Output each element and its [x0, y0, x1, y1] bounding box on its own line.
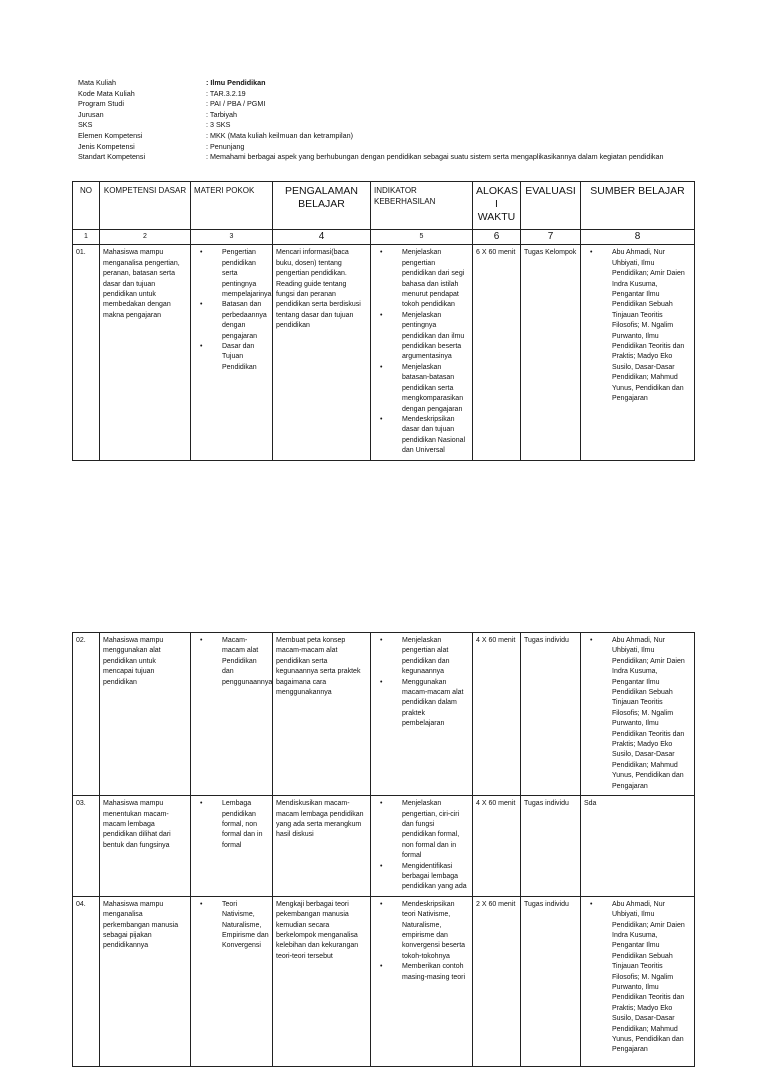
indikator-item: • Menjelaskan pengertian alat pendidikan dan kegunaannya: [374, 636, 469, 678]
indikator-item: • Mendeskripsikan teori Nativisme, Naturalisme, empirisme dan konvergensi beserta tokoh-tokohnya: [374, 900, 469, 962]
col-number: 6: [473, 230, 521, 245]
indikator-item: • Menjelaskan batasan-batasan pendidikan serta mengkomparasikan dengan pengajaran: [374, 363, 469, 415]
sumber-item: • Abu Ahmadi, Nur Uhbiyati, Ilmu Pendidikan; Amir Daien Indra Kusuma, Pengantar Ilmu Pendidikan Sebuah Tinjauan Teoritis Filosofis; M. Ngalim Purwanto, Ilmu Pendidikan Teoritis dan Praktis; Madyo Eko Susilo, Dasar-Dasar Pendidikan; Mahmud Yunus, Pendidikan dan Pengajaran: [584, 248, 691, 404]
indikator-item: • Memberikan contoh masing-masing teori: [374, 962, 469, 983]
row-no: 04.: [73, 896, 100, 1066]
row-pengalaman: Mendiskusikan macam-macam lembaga pendidikan yang ada serta merangkum hasil diskusi: [273, 796, 371, 897]
row-kompetensi: Mahasiswa mampu menganalisa perkembangan manusia sebagai pijakan pendidikannya: [100, 896, 191, 1066]
row-alokasi: 4 X 60 menit: [473, 633, 521, 796]
col-header-alokasi: ALOKAS I WAKTU: [473, 182, 521, 230]
row-alokasi: 2 X 60 menit: [473, 896, 521, 1066]
row-kompetensi: Mahasiswa mampu menggunakan alat pendidikan untuk mencapai tujuan pendidikan: [100, 633, 191, 796]
col-header-indikator: INDIKATOR KEBERHASILAN: [371, 182, 473, 230]
col-header-evaluasi: EVALUASI: [521, 182, 581, 230]
sumber-item: • Abu Ahmadi, Nur Uhbiyati, Ilmu Pendidikan; Amir Daien Indra Kusuma, Pengantar Ilmu Pendidikan Sebuah Tinjauan Teoritis Filosofis; M. Ngalim Purwanto, Ilmu Pendidikan Teoritis dan Praktis; Madyo Eko Susilo, Dasar-Dasar Pendidikan; Mahmud Yunus, Pendidikan dan Pengajaran: [584, 900, 691, 1056]
info-row-program: Program Studi : PAI / PBA / PGMI: [78, 99, 266, 109]
info-row-department: Jurusan : Tarbiyah: [78, 109, 238, 119]
col-number: 2: [100, 230, 191, 245]
materi-item: • Batasan dan perbedaannya dengan pengajaran: [194, 300, 269, 342]
sumber-item: • Abu Ahmadi, Nur Uhbiyati, Ilmu Pendidikan; Amir Daien Indra Kusuma, Pengantar Ilmu Pendidikan Sebuah Tinjauan Teoritis Filosofis; M. Ngalim Purwanto, Ilmu Pendidikan Teoritis dan Praktis; Madyo Eko Susilo, Dasar-Dasar Pendidikan; Mahmud Yunus, Pendidikan dan Pengajaran: [584, 636, 691, 792]
col-number: 4: [273, 230, 371, 245]
row-no: 02.: [73, 633, 100, 796]
info-row-element: Elemen Kompetensi : MKK (Mata kuliah keilmuan dan ketrampilan): [78, 130, 354, 140]
row-evaluasi: Tugas individu: [521, 896, 581, 1066]
col-number: 8: [581, 230, 695, 245]
materi-item: • Macam-macam alat Pendidikan dan penggunaannya: [194, 636, 269, 688]
row-no: 01.: [73, 245, 100, 460]
materi-item: • Pengertian pendidikan serta pentingnya mempelajarinya: [194, 248, 269, 300]
row-kompetensi: Mahasiswa mampu menentukan macam-macam lembaga pendidikan dilihat dari bentuk dan fungsinya: [100, 796, 191, 897]
indikator-item: • Menjelaskan pentingnya pendidikan dan ilmu pendidikan beserta argumentasinya: [374, 311, 469, 363]
table-row: [73, 633, 695, 796]
info-row-course: Mata Kuliah : Ilmu Pendidikan: [78, 78, 266, 87]
col-number: 5: [371, 230, 473, 245]
row-indikator: [371, 796, 473, 897]
col-number: 7: [521, 230, 581, 245]
info-row-credits: SKS : 3 SKS: [78, 120, 231, 130]
row-sumber: [581, 896, 695, 1066]
row-pengalaman: Mengkaji berbagai teori pekembangan manusia kemudian secara berkelompok menganalisa kelebihan dan kekurangan teori-teori tersebut: [273, 896, 371, 1066]
row-sumber: [581, 633, 695, 796]
col-number: 3: [191, 230, 273, 245]
info-row-code: Kode Mata Kuliah : TAR.3.2.19: [78, 88, 246, 98]
row-pengalaman: Mencari informasi(baca buku, dosen) tentang pengertian pendidikan. Reading guide tentang fungsi dan peranan pendidikan serta berdiskusi tentang dasar dan tujuan pendidikan: [273, 245, 371, 460]
row-evaluasi: Tugas individu: [521, 796, 581, 897]
row-materi: [191, 245, 273, 460]
row-kompetensi: Mahasiswa mampu menganalisa pengertian, peranan, batasan serta dasar dan tujuan pendidikan untuk membedakan dengan makna pengajaran: [100, 245, 191, 460]
row-indikator: [371, 633, 473, 796]
syllabus-table-1: [72, 181, 695, 461]
indikator-item: • Menjelaskan pengertian pendidikan dari segi bahasa dan istilah menurut pendapat tokoh pendidikan: [374, 248, 469, 310]
materi-item: • Dasar dan Tujuan Pendidikan: [194, 342, 269, 373]
indikator-item: • Mengidentifikasi berbagai lembaga pendidikan yang ada: [374, 862, 469, 893]
indikator-item: • Menjelaskan pengertian, ciri-ciri dan fungsi pendidikan formal, non formal dan in formal: [374, 799, 469, 861]
column-number-row: [73, 230, 695, 245]
col-header-kompetensi: KOMPETENSI DASAR: [100, 182, 191, 230]
row-materi: [191, 896, 273, 1066]
table-row: [73, 245, 695, 460]
syllabus-table-2: [72, 632, 695, 1067]
row-indikator: [371, 896, 473, 1066]
row-alokasi: 4 X 60 menit: [473, 796, 521, 897]
col-header-no: NO: [73, 182, 100, 230]
indikator-item: • Mendeskripsikan dasar dan tujuan pendidikan Nasional dan Universal: [374, 415, 469, 457]
row-materi: [191, 633, 273, 796]
col-header-sumber: SUMBER BELAJAR: [581, 182, 695, 230]
row-sumber: [581, 245, 695, 460]
indikator-item: • Menggunakan macam-macam alat pendidikan dalam praktek pembelajaran: [374, 678, 469, 730]
row-pengalaman: Membuat peta konsep macam-macam alat pendidikan serta kegunaannya serta praktek bagaimana cara menggunakannya: [273, 633, 371, 796]
course-info: [78, 78, 664, 163]
row-alokasi: 6 X 60 menit: [473, 245, 521, 460]
row-evaluasi: Tugas individu: [521, 633, 581, 796]
col-number: 1: [73, 230, 100, 245]
row-sumber: Sda: [581, 796, 695, 897]
table-row: [73, 796, 695, 897]
info-row-type: Jenis Kompetensi : Penunjang: [78, 141, 245, 151]
materi-item: • Lembaga pendidikan formal, non formal dan in formal: [194, 799, 269, 851]
col-header-pengalaman: PENGALAMAN BELAJAR: [273, 182, 371, 230]
col-header-materi: MATERI POKOK: [191, 182, 273, 230]
row-no: 03.: [73, 796, 100, 897]
row-indikator: [371, 245, 473, 460]
materi-item: • Teori Nativisme, Naturalisme, Empirisme dan Konvergensi: [194, 900, 269, 952]
table-row: [73, 896, 695, 1066]
info-row-standard: Standart Kompetensi : Memahami berbagai aspek yang berhubungan dengan pendidikan sebagai suatu sistem serta mengaplikasikannya dalam kegiatan pendidikan: [78, 152, 664, 162]
row-evaluasi: Tugas Kelompok: [521, 245, 581, 460]
table-header-row: [73, 182, 695, 230]
row-materi: [191, 796, 273, 897]
